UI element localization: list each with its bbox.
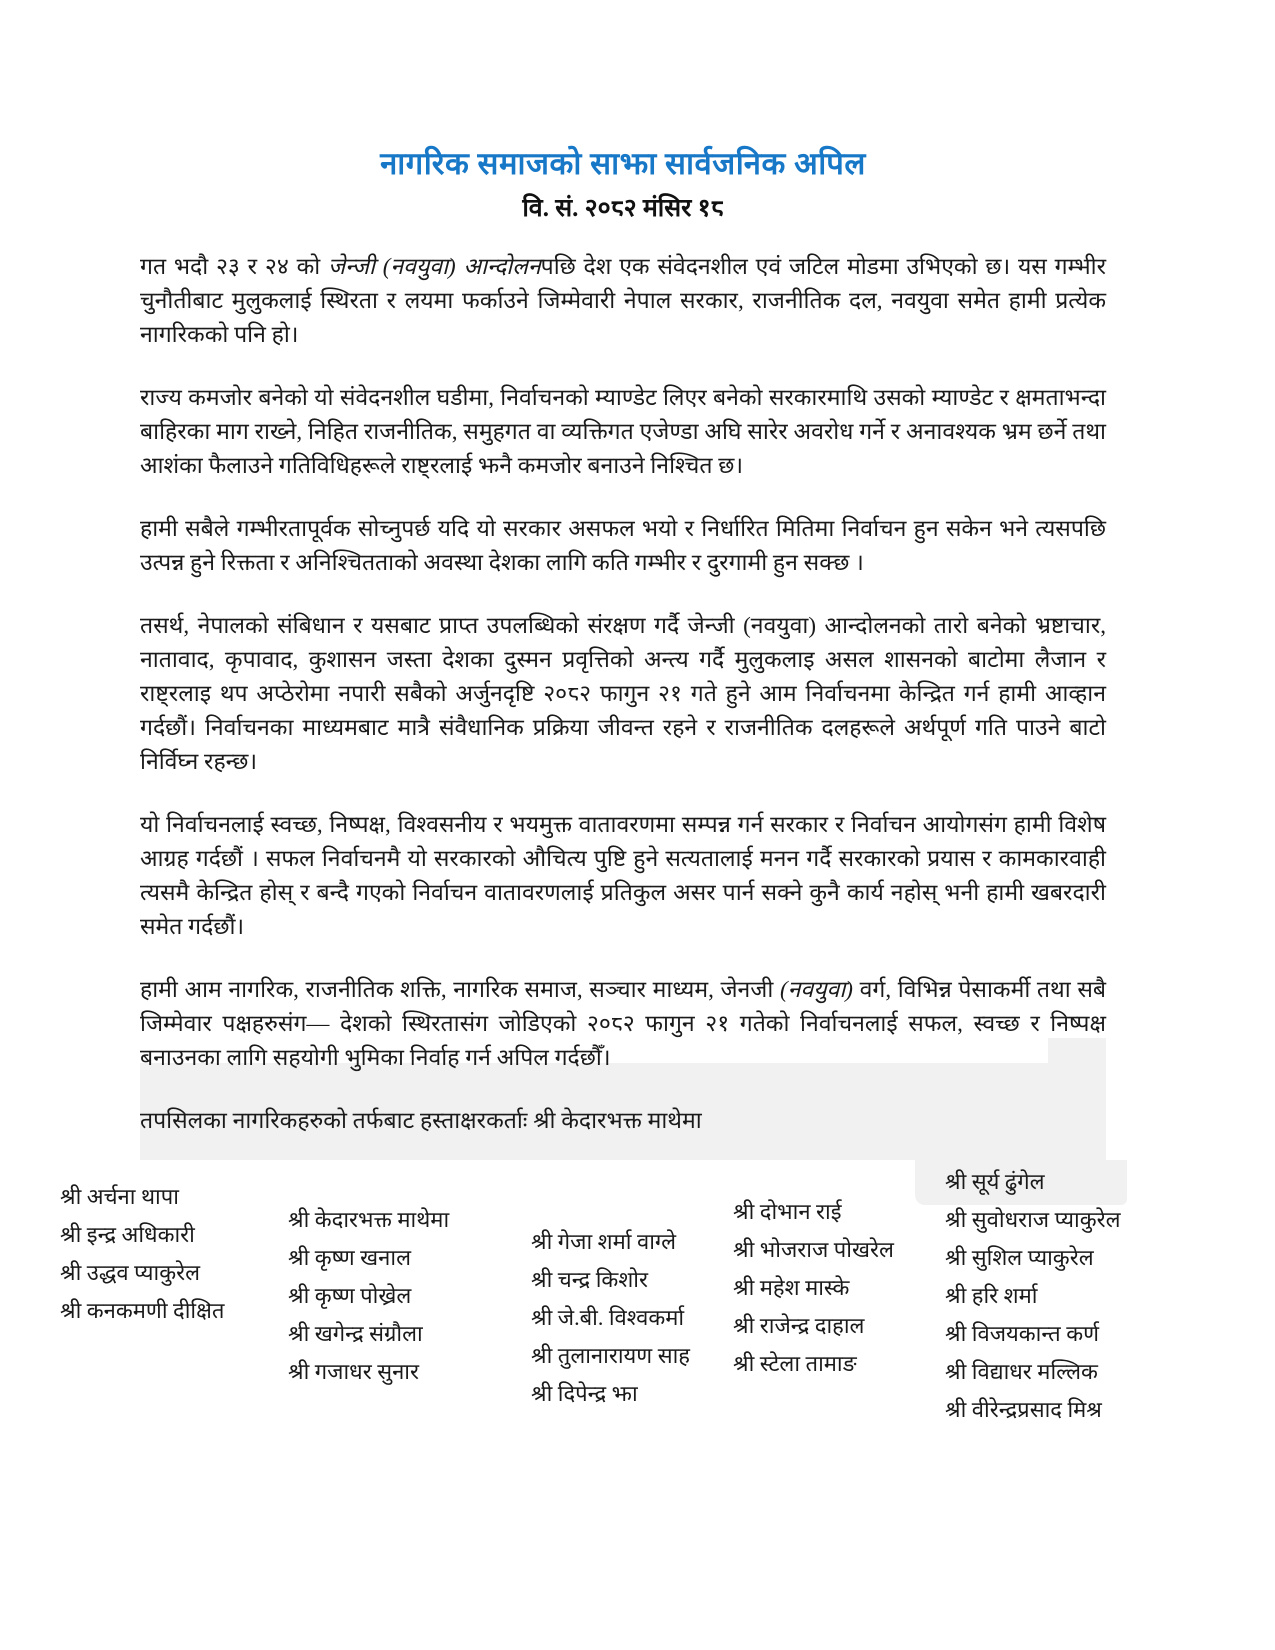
paragraph-run: वर्ग, विभिन्न पेसाकर्मी तथा सबै जिम्मेवार पक्षहरुसंग— देशको स्थिरतासंग जोडिएको २०८२ फागुन २१ गतेको निर्वाचनलाई सफल, स्वच्छ र निष्पक्ष बनाउनका लागि सहयोगी भुमिका निर्वाह गर्न अपिल गर्दछौँ।	[140, 977, 1107, 1070]
signatory-name: श्री विद्याधर मल्लिक	[945, 1359, 1098, 1384]
title-block	[140, 142, 1106, 224]
paragraph-run: पछि देश एक संवेदनशील एवं जटिल मोडमा उभिएको छ। यस गम्भीर चुनौतीबाट मुलुकलाई स्थिरता र लयमा फर्काउने जिम्मेवारी नेपाल सरकार, राजनीतिक दल, नवयुवा समेत हामी प्रत्येक नागरिकको पनि हो।	[140, 254, 1106, 347]
paragraph-run: राज्य कमजोर बनेको यो संवेदनशील घडीमा, निर्वाचनको म्याण्डेट लिएर बनेको सरकारमाथि उसको म्याण्डेट र क्षमताभन्दा बाहिरका माग राख्ने, निहित राजनीतिक, समुहगत वा व्यक्तिगत एजेण्डा अघि सारेर अवरोध गर्ने र अनावश्यक भ्रम छर्ने तथा आशंका फैलाउने गतिविधिहरूले राष्ट्रलाई झनै कमजोर बनाउने निश्चित छ।	[140, 385, 1106, 478]
paragraph	[140, 609, 1106, 779]
signatory-name: श्री गेजा शर्मा वाग्ले	[531, 1229, 677, 1254]
paragraph	[140, 1104, 1106, 1138]
paragraph-run-italic: (नवयुवा)	[779, 977, 853, 1002]
paragraph-run: तपसिलका नागरिकहरुको तर्फबाट हस्ताक्षरकर्ताः श्री केदारभक्त माथेमा	[140, 1108, 702, 1133]
signatory-name: श्री वीरेन्द्रप्रसाद मिश्र	[945, 1397, 1102, 1422]
paragraph	[140, 808, 1106, 944]
signatory-name: श्री कृष्ण खनाल	[288, 1245, 411, 1270]
signatory-name: श्री इन्द्र अधिकारी	[60, 1222, 195, 1247]
signatory-name: श्री सुशिल प्याकुरेल	[945, 1245, 1094, 1270]
paragraph-run: यो निर्वाचनलाई स्वच्छ, निष्पक्ष, विश्वसनीय र भयमुक्त वातावरणमा सम्पन्न गर्न सरकार र निर्वाचन आयोगसंग हामी विशेष आग्रह गर्दछौं । सफल निर्वाचनमै यो सरकारको औचित्य पुष्टि हुने सत्यतालाई मनन गर्दै सरकारको प्रयास र कामकारवाही त्यसमै केन्द्रित होस् र बन्दै गएको निर्वाचन वातावरणलाई प्रतिकुल असर पार्न सक्ने कुनै कार्य नहोस् भनी हामी खबरदारी समेत गर्दछौं।	[140, 812, 1106, 939]
document-title: नागरिक समाजको साझा सार्वजनिक अपिल	[380, 146, 866, 181]
signatories-columns	[60, 1163, 1220, 1429]
paragraph-run: तसर्थ, नेपालको संबिधान र यसबाट प्राप्त उपलब्धिको संरक्षण गर्दै जेन्जी (नवयुवा) आन्दोलनको तारो बनेको भ्रष्टाचार, नातावाद, कृपावाद, कुशासन जस्ता देशका दुस्मन प्रवृत्तिको अन्त्य गर्दै मुलुकलाइ असल शासनको बाटोमा लैजान र राष्ट्रलाइ थप अप्ठेरोमा नपारी सबैको अर्जुनदृष्टि २०८२ फागुन २१ गते हुने आम निर्वाचनमा केन्द्रित गर्न हामी आव्हान गर्दछौं। निर्वाचनका माध्यमबाट मात्रै संवैधानिक प्रक्रिया जीवन्त रहने र राजनीतिक दलहरूले अर्थपूर्ण गति पाउने बाटो निर्विघ्न रहन्छ।	[140, 613, 1106, 774]
signatory-name: श्री सुवोधराज प्याकुरेल	[945, 1207, 1121, 1232]
signatory-column-4	[733, 1163, 945, 1429]
paragraph-run: हामी सबैले गम्भीरतापूर्वक सोच्नुपर्छ यदि यो सरकार असफल भयो र निर्धारित मितिमा निर्वाचन हुन सकेन भने त्यसपछि उत्पन्न हुने रिक्तता र अनिश्चितताको अवस्था देशका लागि कति गम्भीर र दुरगामी हुन सक्छ ।	[140, 516, 1106, 575]
signatory-name: श्री जे.बी. विश्वकर्मा	[531, 1305, 685, 1330]
signatory-name: श्री अर्चना थापा	[60, 1184, 179, 1209]
signatory-name: श्री स्टेला तामाङ	[733, 1351, 857, 1376]
signatory-name: श्री चन्द्र किशोर	[531, 1267, 648, 1292]
paragraph-run: गत भदौ २३ र २४ को	[140, 254, 328, 279]
paragraph-run-italic: जेन्जी (नवयुवा) आन्दोलन	[328, 254, 541, 279]
signatory-column-3	[531, 1163, 733, 1429]
signatory-name: श्री महेश मास्के	[733, 1275, 850, 1300]
signatory-column-5	[945, 1163, 1185, 1429]
signatory-name: श्री विजयकान्त कर्ण	[945, 1321, 1100, 1346]
signatory-name: श्री खगेन्द्र संग्रौला	[288, 1321, 423, 1346]
signatory-name: श्री उद्धव प्याकुरेल	[60, 1260, 201, 1285]
signatory-name: श्री दोभान राई	[733, 1199, 842, 1224]
signatory-name: श्री कृष्ण पोख्रेल	[288, 1283, 412, 1308]
signatory-name: श्री भोजराज पोखरेल	[733, 1237, 894, 1262]
body-paragraphs	[140, 250, 1106, 1138]
paragraph	[140, 250, 1106, 352]
signatory-column-1	[60, 1163, 288, 1429]
signatory-name: श्री गजाधर सुनार	[288, 1359, 419, 1384]
signatory-name: श्री हरि शर्मा	[945, 1283, 1038, 1308]
signatory-name: श्री केदारभक्त माथेमा	[288, 1207, 450, 1232]
signatory-name: श्री कनकमणी दीक्षित	[60, 1298, 225, 1323]
signatory-name: श्री राजेन्द्र दाहाल	[733, 1313, 865, 1338]
signatory-name: श्री दिपेन्द्र झा	[531, 1381, 638, 1406]
signatory-name: श्री तुलानारायण साह	[531, 1343, 690, 1368]
document-date: वि. सं. २०८२ मंसिर १८	[522, 195, 724, 222]
paragraph	[140, 973, 1106, 1075]
signatory-column-2	[288, 1163, 531, 1429]
signatory-name: श्री सूर्य ढुंगेल	[945, 1169, 1045, 1194]
paragraph	[140, 381, 1106, 483]
paragraph-run: हामी आम नागरिक, राजनीतिक शक्ति, नागरिक समाज, सञ्चार माध्यम, जेनजी	[140, 977, 780, 1002]
paragraph	[140, 512, 1106, 580]
